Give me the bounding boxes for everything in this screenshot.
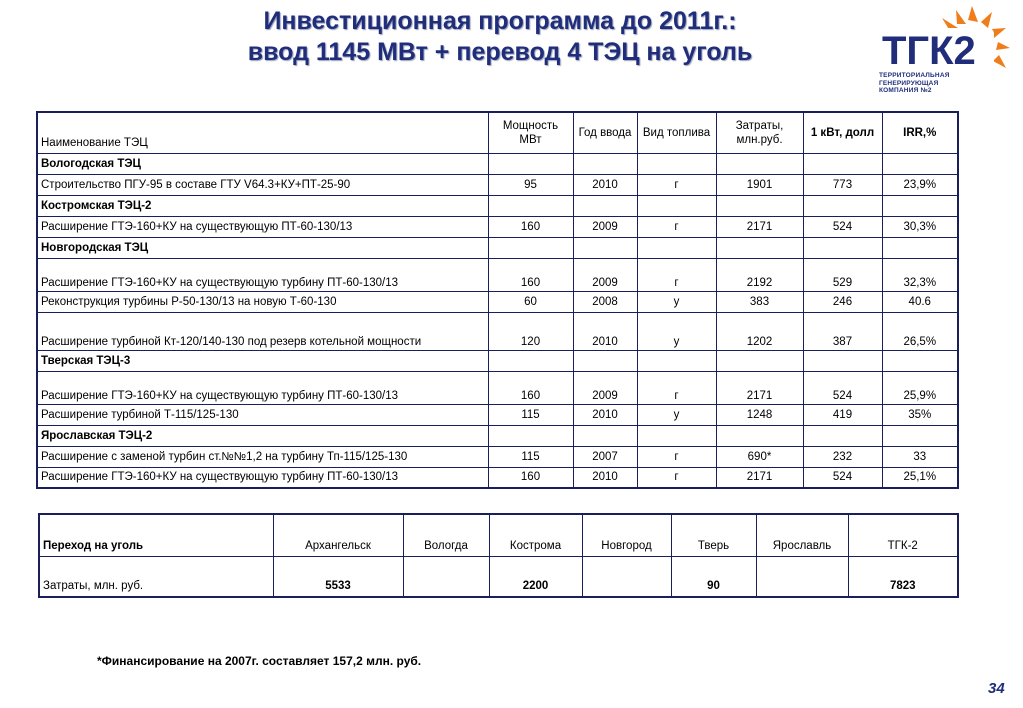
header-irr: IRR,%: [882, 112, 958, 153]
cell-power: 160: [488, 467, 573, 488]
header-power: Мощность МВт: [488, 112, 573, 153]
page-title: [190, 6, 810, 68]
empty-cell: [716, 195, 803, 216]
cell-irr: 32,3%: [882, 258, 958, 291]
cell-irr: 35%: [882, 404, 958, 425]
title-line-1: Инвестиционная программа до 2011г.:: [263, 7, 737, 35]
group-name: Новгородская ТЭЦ: [37, 237, 488, 258]
group-name: Костромская ТЭЦ-2: [37, 195, 488, 216]
coal-cost-arkhangelsk: 5533: [273, 556, 403, 597]
table-row: [37, 467, 958, 488]
group-row: [37, 425, 958, 446]
plant-item-name: Расширение ГТЭ-160+КУ на существующую ПТ-60-130/13: [37, 216, 488, 237]
cell-per-kw: 773: [803, 174, 882, 195]
empty-cell: [882, 425, 958, 446]
coal-col-yaroslavl: Ярославль: [756, 514, 848, 556]
cell-power: 160: [488, 258, 573, 291]
page-number: 34: [988, 680, 1005, 697]
empty-cell: [882, 237, 958, 258]
group-row: [37, 195, 958, 216]
coal-row-label: Переход на уголь: [39, 514, 273, 556]
cell-per-kw: 232: [803, 446, 882, 467]
coal-cost-novgorod: [582, 556, 671, 597]
cell-cost: 1202: [716, 312, 803, 350]
cell-per-kw: 529: [803, 258, 882, 291]
empty-cell: [803, 195, 882, 216]
empty-cell: [803, 425, 882, 446]
cell-per-kw: 524: [803, 216, 882, 237]
empty-cell: [803, 350, 882, 371]
cell-cost: 2171: [716, 467, 803, 488]
empty-cell: [488, 350, 573, 371]
group-row: [37, 350, 958, 371]
cell-fuel: г: [637, 258, 716, 291]
table-row: [37, 312, 958, 350]
plant-item-name: Расширение с заменой турбин ст.№№1,2 на турбину Тп-115/125-130: [37, 446, 488, 467]
cell-cost: 1248: [716, 404, 803, 425]
cell-per-kw: 419: [803, 404, 882, 425]
empty-cell: [573, 153, 637, 174]
cell-year: 2007: [573, 446, 637, 467]
coal-col-vologda: Вологда: [403, 514, 489, 556]
plant-item-name: Расширение ГТЭ-160+КУ на существующую турбину ПТ-60-130/13: [37, 371, 488, 404]
cell-cost: 2192: [716, 258, 803, 291]
coal-col-kostroma: Кострома: [489, 514, 582, 556]
cell-fuel: г: [637, 371, 716, 404]
empty-cell: [488, 237, 573, 258]
plant-item-name: Реконструкция турбины Р-50-130/13 на новую Т-60-130: [37, 291, 488, 312]
cell-power: 160: [488, 371, 573, 404]
table-row: [37, 404, 958, 425]
cell-cost: 383: [716, 291, 803, 312]
plant-item-name: Расширение турбиной Кт-120/140-130 под резерв котельной мощности: [37, 312, 488, 350]
empty-cell: [573, 425, 637, 446]
cell-per-kw: 246: [803, 291, 882, 312]
empty-cell: [637, 425, 716, 446]
cell-cost: 2171: [716, 216, 803, 237]
coal-cost-tgk2: 7823: [848, 556, 958, 597]
title-line-2: ввод 1145 МВт + перевод 4 ТЭЦ на уголь: [247, 38, 753, 66]
empty-cell: [488, 425, 573, 446]
empty-cell: [716, 237, 803, 258]
cell-irr: 25,1%: [882, 467, 958, 488]
plant-item-name: Расширение турбиной Т-115/125-130: [37, 404, 488, 425]
cell-year: 2008: [573, 291, 637, 312]
empty-cell: [803, 237, 882, 258]
cell-irr: 40.6: [882, 291, 958, 312]
header-cost: Затраты, млн.руб.: [716, 112, 803, 153]
header-per-kw: 1 кВт, долл: [803, 112, 882, 153]
logo-mark: ТГК2: [882, 29, 976, 73]
table-row: [37, 216, 958, 237]
group-row: [37, 237, 958, 258]
coal-cost-vologda: [403, 556, 489, 597]
table-row: [37, 174, 958, 195]
cell-irr: 33: [882, 446, 958, 467]
investment-table-body: [37, 153, 958, 488]
cell-year: 2010: [573, 174, 637, 195]
cell-fuel: у: [637, 312, 716, 350]
group-name: Вологодская ТЭЦ: [37, 153, 488, 174]
header-year: Год ввода: [573, 112, 637, 153]
investment-table: [36, 111, 959, 489]
cell-power: 60: [488, 291, 573, 312]
empty-cell: [716, 153, 803, 174]
cell-power: 160: [488, 216, 573, 237]
empty-cell: [716, 425, 803, 446]
cell-fuel: г: [637, 216, 716, 237]
cell-irr: 23,9%: [882, 174, 958, 195]
cell-fuel: у: [637, 404, 716, 425]
cell-power: 115: [488, 404, 573, 425]
cell-year: 2009: [573, 258, 637, 291]
plant-item-name: Расширение ГТЭ-160+КУ на существующую турбину ПТ-60-130/13: [37, 467, 488, 488]
coal-col-tgk2: ТГК-2: [848, 514, 958, 556]
cell-fuel: г: [637, 174, 716, 195]
coal-cost-kostroma: 2200: [489, 556, 582, 597]
coal-col-arkhangelsk: Архангельск: [273, 514, 403, 556]
empty-cell: [637, 350, 716, 371]
plant-item-name: Расширение ГТЭ-160+КУ на существующую турбину ПТ-60-130/13: [37, 258, 488, 291]
cell-power: 120: [488, 312, 573, 350]
logo-subtitle: ТЕРРИТОРИАЛЬНАЯ ГЕНЕРИРУЮЩАЯ КОМПАНИЯ №2: [879, 72, 950, 94]
empty-cell: [488, 195, 573, 216]
group-name: Тверская ТЭЦ-3: [37, 350, 488, 371]
coal-cost-yaroslavl: [756, 556, 848, 597]
footnote: *Финансирование на 2007г. составляет 157,2 млн. руб.: [97, 654, 422, 668]
cell-year: 2009: [573, 371, 637, 404]
empty-cell: [882, 153, 958, 174]
empty-cell: [573, 237, 637, 258]
header-fuel: Вид топлива: [637, 112, 716, 153]
empty-cell: [803, 153, 882, 174]
cell-irr: 30,3%: [882, 216, 958, 237]
header-name: Наименование ТЭЦ: [37, 112, 488, 153]
coal-cost-row: [39, 556, 958, 597]
coal-header-row: [39, 514, 958, 556]
cell-year: 2010: [573, 312, 637, 350]
coal-col-tver: Тверь: [671, 514, 756, 556]
empty-cell: [573, 350, 637, 371]
empty-cell: [637, 195, 716, 216]
cell-irr: 26,5%: [882, 312, 958, 350]
empty-cell: [882, 195, 958, 216]
plant-item-name: Строительство ПГУ-95 в составе ГТУ V64.3+КУ+ПТ-25-90: [37, 174, 488, 195]
cell-year: 2010: [573, 404, 637, 425]
cell-fuel: г: [637, 467, 716, 488]
empty-cell: [882, 350, 958, 371]
cell-irr: 25,9%: [882, 371, 958, 404]
coal-conversion-table: [38, 513, 959, 598]
table-row: [37, 446, 958, 467]
cell-per-kw: 524: [803, 467, 882, 488]
empty-cell: [637, 237, 716, 258]
cell-power: 115: [488, 446, 573, 467]
table-row: [37, 291, 958, 312]
empty-cell: [637, 153, 716, 174]
coal-col-novgorod: Новгород: [582, 514, 671, 556]
cell-cost: 2171: [716, 371, 803, 404]
cell-fuel: г: [637, 446, 716, 467]
table-row: [37, 371, 958, 404]
cell-per-kw: 387: [803, 312, 882, 350]
empty-cell: [716, 350, 803, 371]
cell-fuel: у: [637, 291, 716, 312]
table-row: [37, 258, 958, 291]
coal-cost-tver: 90: [671, 556, 756, 597]
group-row: [37, 153, 958, 174]
cell-cost: 690*: [716, 446, 803, 467]
cell-cost: 1901: [716, 174, 803, 195]
table-header-row: [37, 112, 958, 153]
empty-cell: [573, 195, 637, 216]
cell-per-kw: 524: [803, 371, 882, 404]
coal-cost-label: Затраты, млн. руб.: [39, 556, 273, 597]
empty-cell: [488, 153, 573, 174]
cell-year: 2009: [573, 216, 637, 237]
group-name: Ярославская ТЭЦ-2: [37, 425, 488, 446]
cell-power: 95: [488, 174, 573, 195]
cell-year: 2010: [573, 467, 637, 488]
